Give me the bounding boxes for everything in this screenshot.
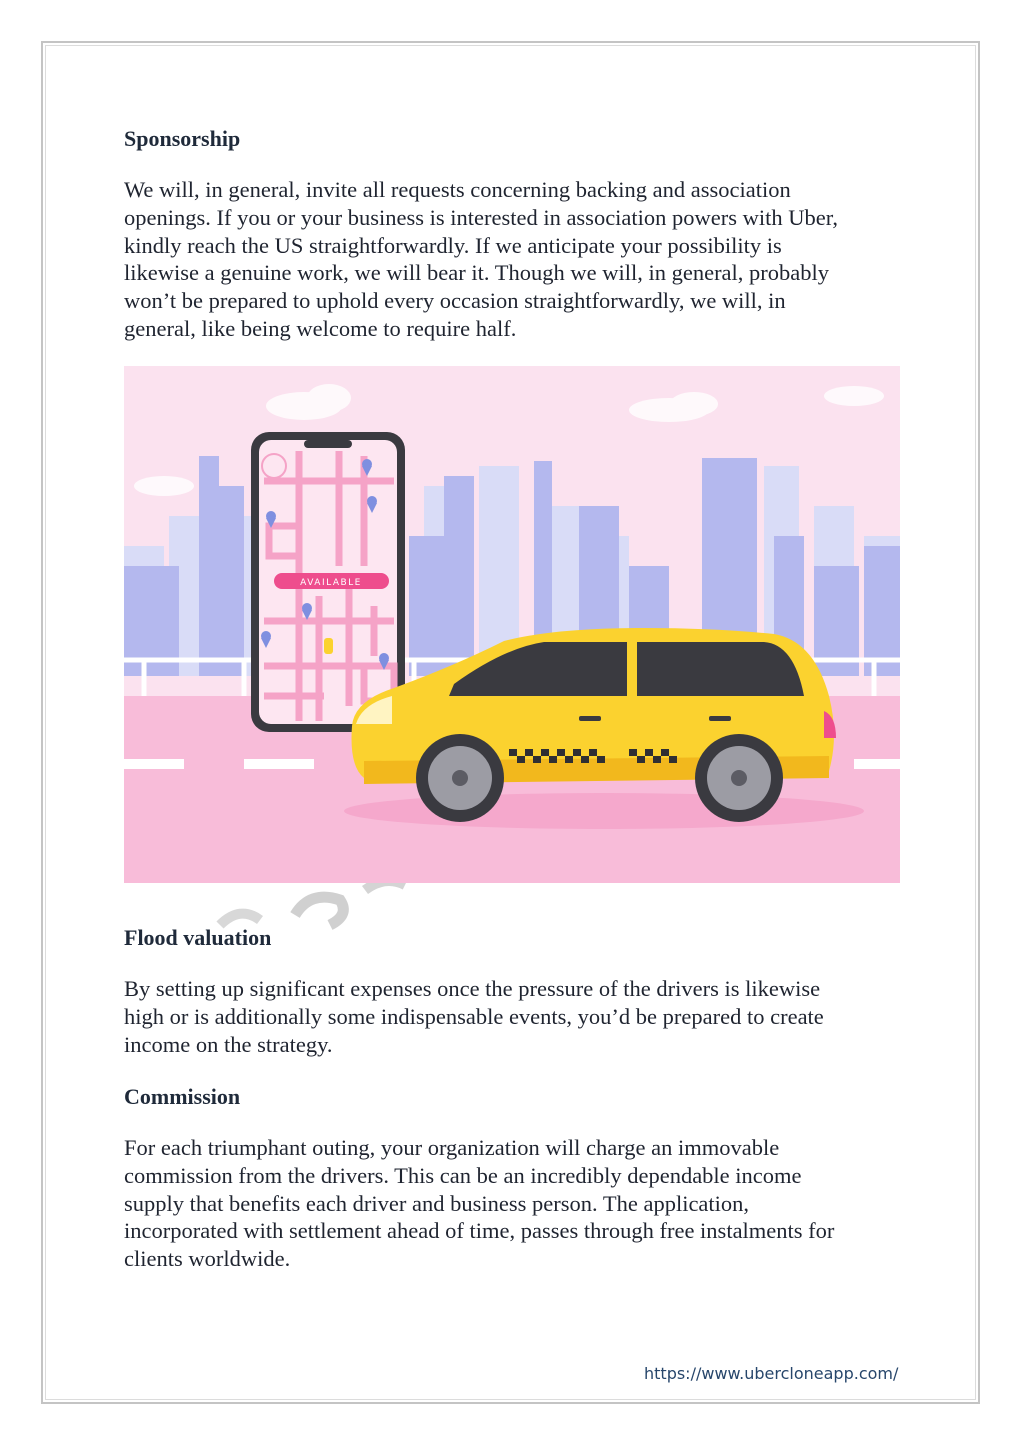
section-heading-sponsorship: Sponsorship (124, 126, 241, 151)
paragraph-sponsorship (124, 176, 904, 343)
text-line: kindly reach the US straightforwardly. If we anticipate your possibility is (124, 232, 782, 258)
text-line: high or is additionally some indispensable events, you’d be prepared to create (124, 1003, 824, 1029)
text-line: clients worldwide. (124, 1246, 291, 1272)
text-line: We will, in general, invite all requests concerning backing and association (124, 177, 791, 202)
section-heading-flood-valuation: Flood valuation (124, 925, 272, 950)
text-line: likewise a genuine work, we will bear it. Though we will, in general, probably (124, 260, 830, 286)
text-line: openings. If you or your business is interested in association powers with Uber, (124, 204, 838, 230)
taxi-app-illustration (124, 366, 900, 883)
paragraph-flood-valuation (124, 975, 904, 1058)
map-taxi-icon (324, 638, 333, 654)
taxi-illustration-svg (124, 366, 900, 883)
available-badge-label: AVAILABLE (300, 578, 362, 588)
text-line: For each triumphant outing, your organization will charge an immovable (124, 1135, 780, 1160)
text-line: won’t be prepared to uphold every occasion straightforwardly, we will, in (124, 288, 786, 314)
text-line: income on the strategy. (124, 1031, 333, 1057)
text-line: commission from the drivers. This can be an incredibly dependable income (124, 1162, 802, 1188)
text-line: supply that benefits each driver and business person. The application, (124, 1190, 750, 1216)
footer-url-link[interactable]: https://www.ubercloneapp.com/ (644, 1364, 899, 1383)
paragraph-commission (124, 1134, 904, 1273)
phone (251, 432, 405, 732)
text-line: general, like being welcome to require half. (124, 315, 517, 341)
text-line: incorporated with settlement ahead of time, passes through free instalments for (124, 1218, 835, 1244)
text-line: By setting up significant expenses once the pressure of the drivers is likewise (124, 976, 821, 1001)
section-heading-commission: Commission (124, 1084, 241, 1109)
